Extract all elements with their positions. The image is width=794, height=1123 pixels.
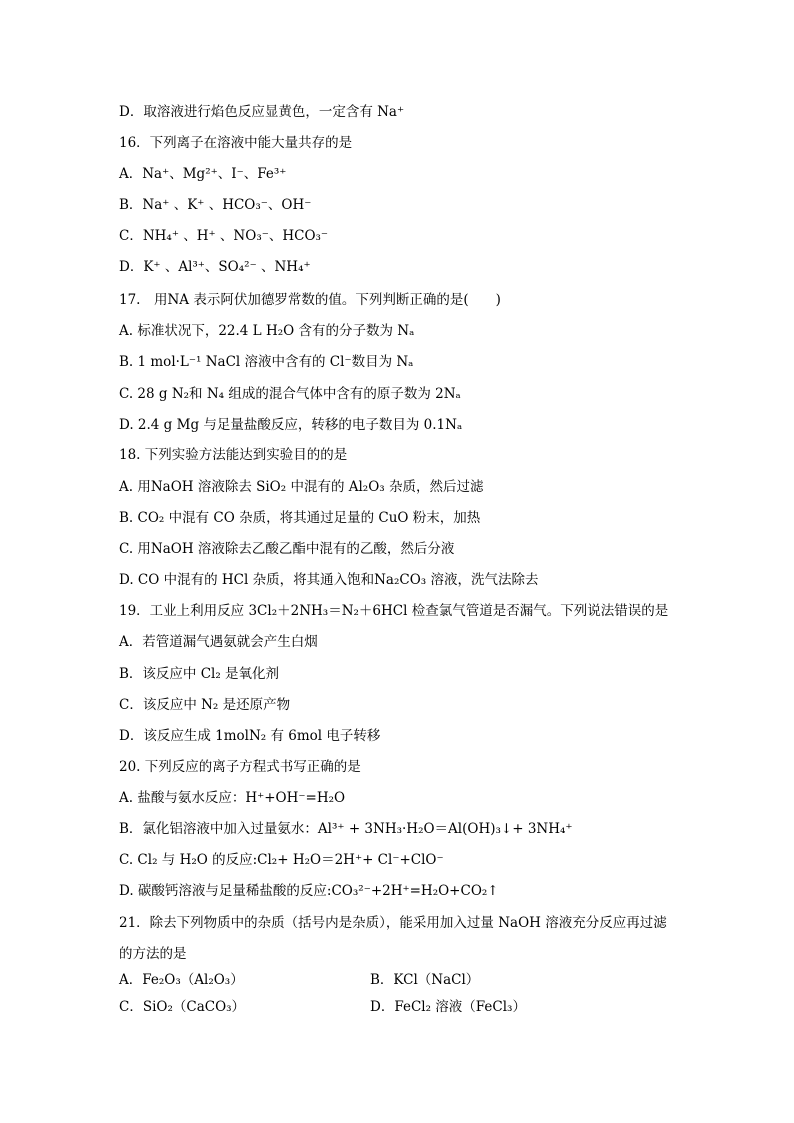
q19-option-c: C．该反应中 N₂ 是还原产物 bbox=[119, 697, 291, 713]
q19-option-b: B．该反应中 Cl₂ 是氧化剂 bbox=[119, 666, 280, 682]
q20-stem: 20. 下列反应的离子方程式书写正确的是 bbox=[119, 759, 361, 775]
q21-option-b: B．KCl（NaCl） bbox=[370, 972, 480, 988]
q20-option-b: B．氯化铝溶液中加入过量氨水：Al³⁺ + 3NH₃·H₂O＝Al(OH)₃↓+ 3NH₄⁺ bbox=[119, 821, 573, 837]
q16-option-a: A．Na⁺、Mg²⁺、I⁻、Fe³⁺ bbox=[119, 166, 287, 182]
q18-option-a: A. 用NaOH 溶液除去 SiO₂ 中混有的 Al₂O₃ 杂质，然后过滤 bbox=[119, 479, 484, 495]
q17-option-a: A. 标准状况下，22.4 L H₂O 含有的分子数为 Nₐ bbox=[119, 323, 415, 339]
q19-option-a: A．若管道漏气遇氨就会产生白烟 bbox=[119, 634, 318, 650]
q19-option-d: D．该反应生成 1molN₂ 有 6mol 电子转移 bbox=[119, 728, 381, 744]
q21-option-c: C．SiO₂（CaCO₃） bbox=[119, 999, 246, 1015]
q18-option-d: D. CO 中混有的 HCl 杂质，将其通入饱和Na₂CO₃ 溶液，洗气法除去 bbox=[119, 572, 539, 588]
q16-option-d: D．K⁺ 、Al³⁺、SO₄²⁻ 、NH₄⁺ bbox=[119, 259, 311, 275]
q21-stem-continued: 的方法的是 bbox=[119, 946, 187, 962]
q21-stem: 21．除去下列物质中的杂质（括号内是杂质），能采用加入过量 NaOH 溶液充分反应再过滤 bbox=[119, 915, 667, 931]
q19-stem: 19．工业上利用反应 3Cl₂＋2NH₃＝N₂＋6HCl 检查氯气管道是否漏气。下列说法错误的是 bbox=[119, 603, 669, 619]
q20-option-d: D. 碳酸钙溶液与足量稀盐酸的反应:CO₃²⁻+2H⁺=H₂O+CO₂↑ bbox=[119, 883, 499, 899]
q17-stem: 17. 用NA 表示阿伏加德罗常数的值。下列判断正确的是( ) bbox=[119, 292, 501, 308]
q16-stem: 16．下列离子在溶液中能大量共存的是 bbox=[119, 135, 353, 151]
q15-option-d: D．取溶液进行焰色反应显黄色，一定含有 Na⁺ bbox=[119, 104, 405, 120]
q17-option-c: C. 28 g N₂和 N₄ 组成的混合气体中含有的原子数为 2Nₐ bbox=[119, 386, 461, 402]
q18-option-b: B. CO₂ 中混有 CO 杂质，将其通过足量的 CuO 粉末，加热 bbox=[119, 510, 481, 526]
q21-option-d: D．FeCl₂ 溶液（FeCl₃） bbox=[370, 999, 526, 1015]
q17-option-b: B. 1 mol·L⁻¹ NaCl 溶液中含有的 Cl⁻数目为 Nₐ bbox=[119, 354, 414, 370]
q20-option-a: A. 盐酸与氨水反应：H⁺+OH⁻=H₂O bbox=[119, 790, 346, 806]
q21-option-a: A．Fe₂O₃（Al₂O₃） bbox=[119, 972, 244, 988]
q17-option-d: D. 2.4 g Mg 与足量盐酸反应，转移的电子数目为 0.1Nₐ bbox=[119, 417, 463, 433]
q16-option-c: C．NH₄⁺ 、H⁺ 、NO₃⁻、HCO₃⁻ bbox=[119, 228, 329, 244]
q18-option-c: C. 用NaOH 溶液除去乙酸乙酯中混有的乙酸，然后分液 bbox=[119, 541, 455, 557]
q18-stem: 18. 下列实验方法能达到实验目的的是 bbox=[119, 447, 348, 463]
q16-option-b: B．Na⁺ 、K⁺ 、HCO₃⁻、OH⁻ bbox=[119, 197, 312, 213]
q20-option-c: C. Cl₂ 与 H₂O 的反应:Cl₂+ H₂O＝2H⁺+ Cl⁻+ClO⁻ bbox=[119, 852, 444, 868]
